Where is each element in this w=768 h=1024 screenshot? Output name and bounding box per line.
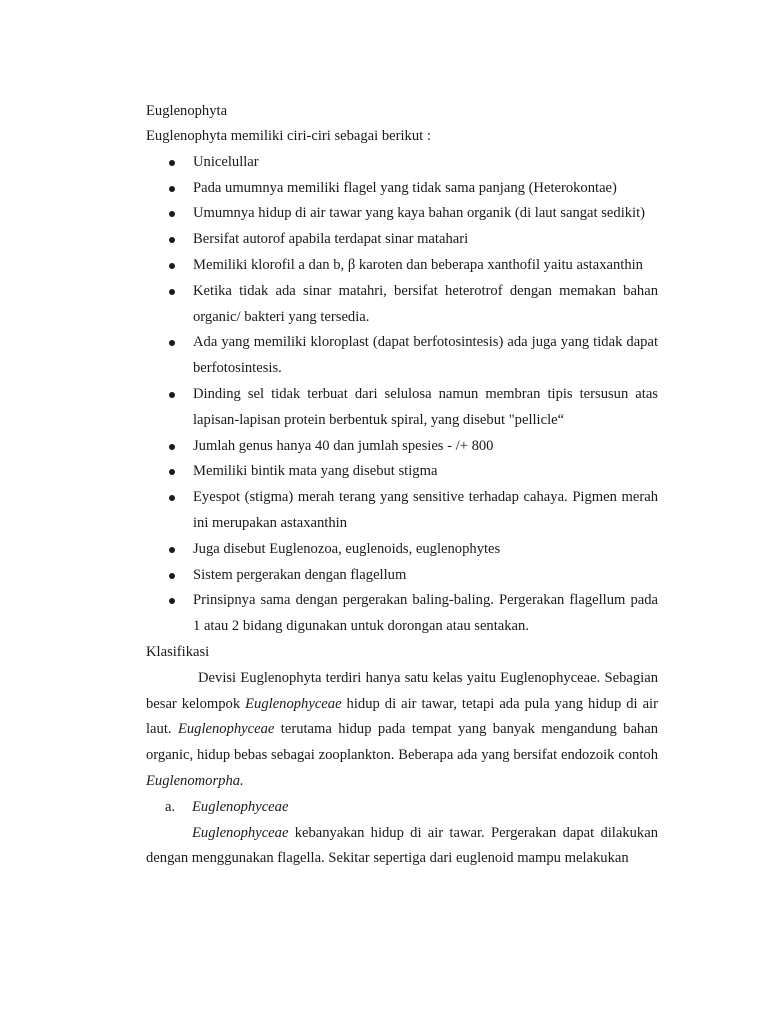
taxon-name: Euglenomorpha. — [146, 772, 244, 789]
list-item-text: Sistem pergerakan dengan flagellum — [193, 566, 407, 583]
list-item — [146, 279, 658, 331]
list-item — [146, 434, 658, 460]
list-item — [146, 537, 658, 563]
list-item-text: Ada yang memiliki kloroplast (dapat berfotosintesis) ada juga yang tidak dapat berfotosintesis. — [193, 334, 658, 377]
list-item — [146, 588, 658, 640]
bullet-icon — [169, 211, 175, 217]
subsection-title: Euglenophyceae — [192, 798, 289, 815]
list-item-text: Umumnya hidup di air tawar yang kaya bahan organik (di laut sangat sedikit) — [193, 205, 646, 222]
list-item-text: Memiliki bintik mata yang disebut stigma — [193, 463, 438, 480]
taxon-name: Euglenophyceae — [192, 824, 289, 841]
list-item-text: Ketika tidak ada sinar matahri, bersifat heterotrof dengan memakan bahan organic/ bakteri yang tersedia. — [193, 282, 658, 325]
list-item-text: Pada umumnya memiliki flagel yang tidak sama panjang (Heterokontae) — [193, 179, 617, 196]
paragraph-text: terutama hidup pada tempat yang banyak mengandung bahan organic, hidup bebas sebagai zooplankton. Beberapa ada yang bersifat endozoik contoh — [146, 721, 658, 764]
list-item — [146, 227, 658, 253]
taxon-name: Euglenophyceae — [177, 721, 275, 738]
bullet-icon — [169, 573, 175, 579]
document-title: Euglenophyta — [146, 103, 228, 119]
section-heading-klasifikasi: Klasifikasi — [146, 643, 210, 660]
bullet-icon — [169, 160, 175, 166]
list-item — [146, 176, 658, 202]
list-item-text: Dinding sel tidak terbuat dari selulosa namun membran tipis tersusun atas lapisan-lapisan protein berbentuk spiral, yang disebut "pellicle“ — [193, 385, 658, 428]
bullet-icon — [169, 547, 175, 553]
list-item — [146, 563, 658, 589]
intro-line: Euglenophyta memiliki ciri-ciri sebagai berikut : — [146, 128, 431, 144]
list-item — [146, 382, 658, 434]
paragraph-text: Devisi Euglenophyta terdiri hanya satu kelas yaitu Euglenophyceae. Sebagian besar kelompok — [146, 669, 658, 712]
list-item — [146, 201, 658, 227]
bullet-icon — [169, 340, 175, 346]
klasifikasi-paragraph — [146, 666, 658, 795]
subsection-heading — [146, 795, 658, 821]
bullet-icon — [169, 186, 175, 192]
list-item-text: Jumlah genus hanya 40 dan jumlah spesies - /+ 800 — [193, 437, 494, 454]
document-page — [146, 99, 658, 872]
list-item-text: Bersifat autorof apabila terdapat sinar matahari — [193, 231, 469, 248]
list-item — [146, 150, 658, 176]
bullet-icon — [169, 237, 175, 243]
bullet-icon — [169, 598, 175, 604]
list-item — [146, 459, 658, 485]
characteristics-list — [146, 150, 658, 640]
paragraph-text: kebanyakan hidup di air tawar. Pergerakan dapat dilakukan dengan menggunakan flagella. Sekitar sepertiga dari euglenoid mampu melakukan — [146, 824, 658, 867]
subsection-paragraph — [146, 821, 658, 873]
taxon-name: Euglenophyceae — [245, 695, 342, 712]
bullet-icon — [169, 289, 175, 295]
bullet-icon — [169, 392, 175, 398]
list-item-text: Unicelullar — [193, 153, 259, 170]
bullet-icon — [169, 469, 175, 475]
paragraph-text: hidup di air tawar, tetapi ada pula yang hidup di air laut. — [146, 695, 658, 738]
subsection-marker: a. — [165, 798, 176, 815]
list-item-text: Eyespot (stigma) merah terang yang sensitive terhadap cahaya. Pigmen merah ini merupakan astaxanthin — [193, 489, 658, 531]
bullet-icon — [169, 263, 175, 269]
bullet-icon — [169, 495, 175, 501]
list-item — [146, 253, 658, 279]
list-item-text: Juga disebut Euglenozoa, euglenoids, euglenophytes — [193, 540, 501, 557]
list-item-text: Prinsipnya sama dengan pergerakan baling-baling. Pergerakan flagellum pada 1 atau 2 bidang digunakan untuk dorongan atau sentakan. — [193, 592, 658, 635]
bullet-icon — [169, 444, 175, 450]
list-item — [146, 485, 658, 537]
list-item-text: Memiliki klorofil a dan b, β karoten dan beberapa xanthofil yaitu astaxanthin — [193, 256, 643, 273]
list-item — [146, 330, 658, 382]
